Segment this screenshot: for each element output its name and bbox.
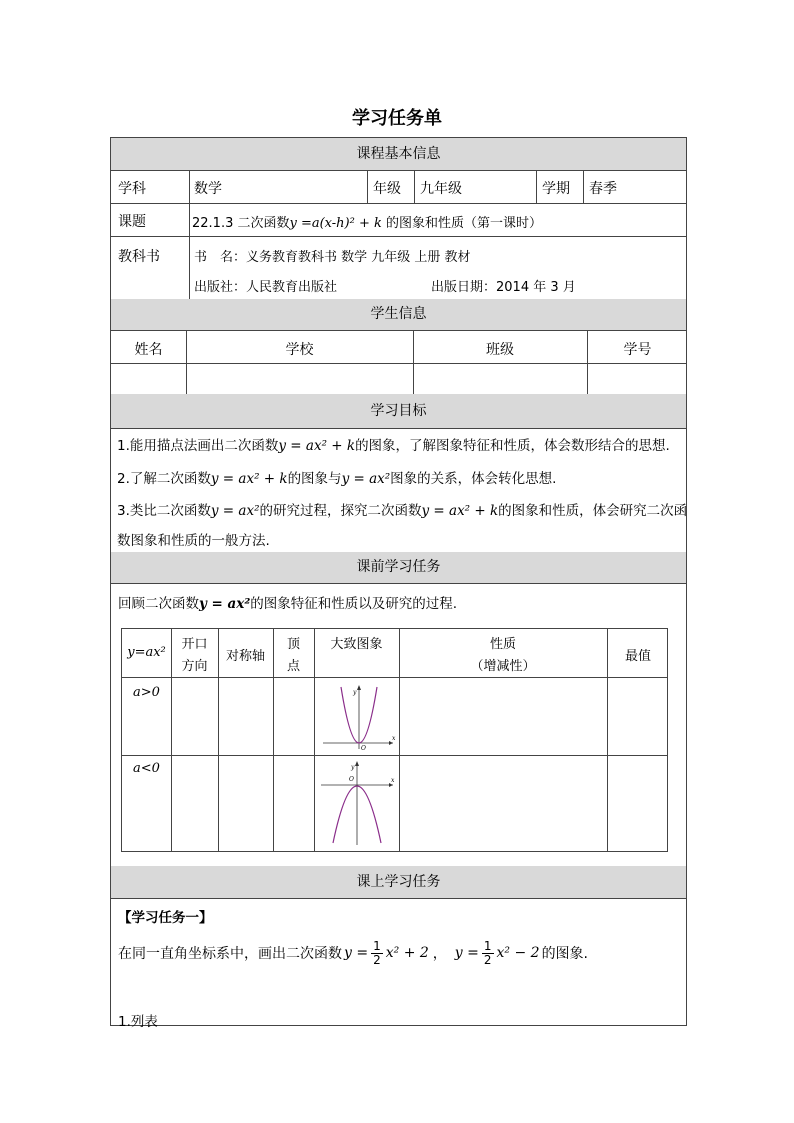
vertex-header-2: 点 [286, 659, 300, 674]
task1-text-a: 在同一直角坐标系中，画出二次函数 [118, 946, 342, 962]
vertex-header-1: 顶 [286, 637, 300, 652]
objective-2: 2.了解二次函数y = ax² + k的图象与y = ax²图象的关系，体会转化思想. [117, 471, 557, 487]
graph2-y-label: y [351, 764, 355, 771]
class-header: 班级 [486, 342, 514, 358]
topic-suffix: 的图象和性质（第一课时） [386, 216, 543, 231]
subject-value: 数学 [194, 181, 222, 197]
task1-text: 在同一直角坐标系中，画出二次函数 y = $\frac{1}{2}$ x² + 2 ， y = $\frac{1}{2}$ x² − 2 的图象. [118, 938, 589, 967]
task-sheet-table [110, 137, 688, 1030]
topic-formula: y =a(x-h)² + k [289, 216, 382, 231]
task1-title: 【学习任务一】 [118, 910, 213, 926]
topic-value [192, 212, 542, 231]
property-header-1: 性质 [489, 637, 516, 652]
graph1-x-label: x [392, 735, 396, 742]
course-info-header: 课程基本信息 [111, 138, 686, 170]
term-value: 春季 [589, 181, 617, 197]
formula-2-rest: x² − 2 [496, 945, 540, 961]
student-info-header: 学生信息 [111, 299, 686, 330]
publisher: 出版社：人民教育出版社 [194, 280, 338, 295]
func-header: y=ax² [127, 645, 166, 660]
pre-class-header: 课前学习任务 [111, 552, 686, 583]
downward-parabola-graph [319, 759, 397, 849]
school-header: 学校 [285, 342, 314, 358]
grade-value: 九年级 [420, 181, 462, 197]
graph1-origin-label: O [361, 745, 366, 751]
topic-label: 课题 [118, 214, 146, 230]
step-1-label: 1.列表 [118, 1014, 158, 1030]
objective-3-cont: 数图象和性质的一般方法. [117, 533, 270, 549]
pre-task-text: 回顾二次函数y = ax²的图象特征和性质以及研究的过程. [118, 596, 458, 612]
pub-date: 出版日期：2014 年 3 月 [431, 280, 576, 295]
upward-parabola-graph [319, 681, 397, 751]
in-class-header: 课上学习任务 [111, 866, 686, 898]
graph2-x-label: x [391, 777, 395, 784]
textbook-label: 教科书 [118, 249, 160, 265]
formula-1-rest: x² + 2 [385, 945, 429, 961]
book-name: 书 名：义务教育教科书 数学 九年级 上册 教材 [194, 250, 471, 265]
review-table [121, 628, 668, 852]
task1-text-b: 的图象. [541, 946, 589, 962]
id-header: 学号 [623, 342, 652, 358]
opening-header-2: 方向 [181, 659, 208, 674]
subject-label: 学科 [118, 181, 146, 197]
graph2-origin-label: O [349, 776, 354, 783]
extreme-header: 最值 [624, 649, 651, 664]
fraction-2: $\frac{1}{2}$ [483, 938, 492, 967]
graph-header: 大致图象 [330, 637, 383, 652]
page-title: 学习任务单 [352, 108, 442, 129]
row-a-negative: a<0 [133, 761, 160, 776]
objectives-header: 学习目标 [111, 394, 686, 428]
axis-header: 对称轴 [225, 649, 265, 664]
fraction-1: $\frac{1}{2}$ [373, 938, 381, 967]
objective-3: 3.类比二次函数y = ax²的研究过程，探究二次函数y = ax² + k的图象和性质，体会研究二次函 [117, 503, 688, 519]
grade-label: 年级 [373, 181, 401, 197]
topic-prefix: 22.1.3 二次函数 [192, 216, 290, 231]
graph1-y-label: y [353, 689, 357, 696]
property-header-2: （增减性） [470, 659, 536, 674]
term-label: 学期 [542, 181, 570, 197]
row-a-positive: a>0 [133, 685, 160, 700]
name-header: 姓名 [134, 342, 163, 358]
objective-1: 1.能用描点法画出二次函数y = ax² + k的图象，了解图象特征和性质，体会数形结合的思想. [117, 438, 670, 454]
opening-header-1: 开口 [181, 637, 208, 652]
